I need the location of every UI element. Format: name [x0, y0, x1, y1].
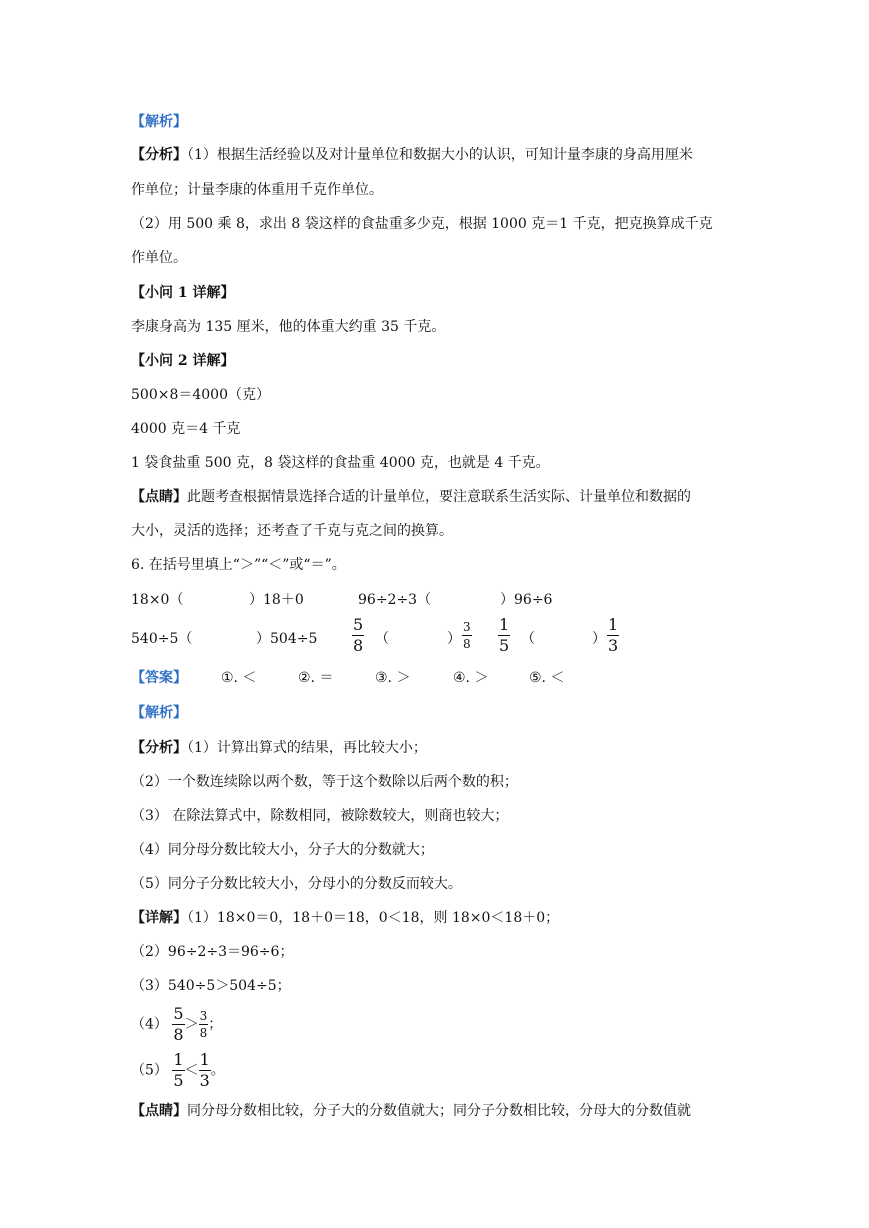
fraction-numerator: 5 [173, 1004, 184, 1023]
expr-1-left: 18×0（ [131, 592, 184, 608]
fraction-numerator: 1 [608, 615, 619, 634]
fraction-denominator: 3 [199, 1071, 210, 1090]
answer-5: ⑤. ＜ [529, 670, 565, 686]
fraction-numerator: 1 [199, 1050, 210, 1069]
fraction-numerator: 3 [199, 1009, 208, 1023]
fraction-denominator: 8 [353, 636, 364, 655]
detail-5-fraction-left [172, 1052, 184, 1089]
dianjing-1-line-1 [131, 487, 691, 507]
fraction-numerator: 5 [353, 615, 364, 634]
question-6-title: 6. 在括号里填上“＞”“＜”或“＝”。 [131, 557, 346, 573]
expr-4-paren-open: （ [375, 631, 389, 647]
detail-4-fraction-left [172, 1006, 184, 1043]
analysis-label: 【分析】 [131, 740, 187, 756]
fraction-denominator: 8 [173, 1025, 184, 1044]
expr-1-right: ）18＋0 [249, 592, 304, 608]
expr-3-right: ）504÷5 [256, 631, 318, 647]
detail-5-fraction-right [199, 1052, 211, 1089]
answer-2: ②. ＝ [298, 670, 334, 686]
dianjing-text: 同分母分数相比较，分子大的分数值就大；同分子分数相比较，分母大的分数值就 [187, 1103, 691, 1119]
fraction-denominator: 8 [463, 637, 471, 651]
subquestion-2-heading: 【小问 2 详解】 [131, 353, 235, 369]
analysis-2-line-2: 作单位。 [131, 250, 187, 266]
detail-line-2: （2）96÷2÷3＝96÷6； [131, 944, 294, 960]
analysis-2-item-4: （4）同分母分数比较大小，分子大的分数就大； [131, 842, 434, 858]
fraction-denominator: 5 [499, 636, 510, 655]
expr-5-fraction-right [607, 617, 619, 654]
answer-1: ①. ＜ [221, 670, 257, 686]
dianjing-2-line-1 [131, 1101, 691, 1121]
subquestion-2-line-1: 500×8＝4000（克） [131, 387, 270, 403]
expr-2-left: 96÷2÷3（ [358, 592, 432, 608]
detail-4-fraction-right [199, 1010, 209, 1039]
fraction-numerator: 1 [173, 1050, 184, 1069]
expr-3-left: 540÷5（ [131, 631, 193, 647]
fraction-denominator: 3 [608, 636, 619, 655]
detail-4-operator: ＞ [184, 1016, 199, 1033]
expr-5-paren-close: ） [592, 631, 606, 647]
subquestion-2-line-2: 4000 克＝4 千克 [131, 421, 241, 437]
detail-4-end: ； [208, 1016, 223, 1033]
analysis-2-item-5: （5）同分子分数比较大小，分母小的分数反而较大。 [131, 876, 462, 892]
subquestion-1-heading: 【小问 1 详解】 [131, 285, 235, 301]
fraction-denominator: 8 [199, 1026, 208, 1040]
expr-5-fraction-left [498, 617, 510, 654]
detail-label: 【详解】 [131, 910, 187, 926]
jiexi-heading-2: 【解析】 [131, 705, 187, 721]
analysis-1-line-1 [131, 145, 693, 165]
expr-2-right: ）96÷6 [500, 592, 553, 608]
analysis-text: （1）计算出算式的结果，再比较大小； [187, 740, 427, 756]
dianjing-text: 此题考查根据情景选择合适的计量单位，要注意联系生活实际、计量单位和数据的 [187, 489, 691, 505]
analysis-text: （1）根据生活经验以及对计量单位和数据大小的认识，可知计量李康的身高用厘米 [187, 147, 693, 163]
dianjing-label: 【点睛】 [131, 489, 187, 505]
analysis-2-line-1: （2）用 500 乘 8，求出 8 袋这样的食盐重多少克，根据 1000 克＝1 千克，把克换算成千克 [131, 216, 713, 232]
detail-line-4 [131, 1006, 222, 1043]
fraction-numerator: 3 [463, 620, 471, 634]
detail-text: （1）18×0＝0，18＋0＝18，0＜18，则 18×0＜18＋0； [187, 910, 560, 926]
detail-5-operator: ＜ [184, 1062, 199, 1079]
detail-5-prefix: （5） [131, 1062, 168, 1079]
answer-4: ④. ＞ [453, 670, 489, 686]
detail-line-3: （3）540÷5＞504÷5； [131, 978, 291, 994]
expr-4-paren-close: ） [447, 631, 461, 647]
expr-5-paren-open: （ [521, 631, 535, 647]
analysis-1-line-2: 作单位；计量李康的体重用千克作单位。 [131, 182, 383, 198]
dianjing-label: 【点睛】 [131, 1103, 187, 1119]
expr-4-fraction-right [462, 621, 472, 650]
answer-label: 【答案】 [131, 670, 187, 686]
analysis-label: 【分析】 [131, 147, 187, 163]
fraction-numerator: 1 [499, 615, 510, 634]
expr-4-fraction-left [352, 617, 364, 654]
dianjing-1-line-2: 大小，灵活的选择；还考查了千克与克之间的换算。 [131, 523, 453, 539]
fraction-denominator: 5 [173, 1071, 184, 1090]
analysis-2-item-2: （2）一个数连续除以两个数，等于这个数除以后两个数的积； [131, 774, 518, 790]
subquestion-2-line-3: 1 袋食盐重 500 克，8 袋这样的食盐重 4000 克，也就是 4 千克。 [131, 455, 550, 471]
answer-3: ③. ＞ [375, 670, 411, 686]
detail-line-5 [131, 1052, 225, 1089]
subquestion-1-text: 李康身高为 135 厘米，他的体重大约重 35 千克。 [131, 319, 446, 335]
detail-line-1 [131, 908, 559, 928]
analysis-2-item-3: （3） 在除法算式中，除数相同，被除数较大，则商也较大； [131, 808, 509, 824]
detail-4-prefix: （4） [131, 1016, 168, 1033]
detail-5-end: 。 [210, 1062, 225, 1079]
jiexi-heading-1: 【解析】 [131, 114, 187, 130]
analysis-2-item-1 [131, 738, 427, 758]
